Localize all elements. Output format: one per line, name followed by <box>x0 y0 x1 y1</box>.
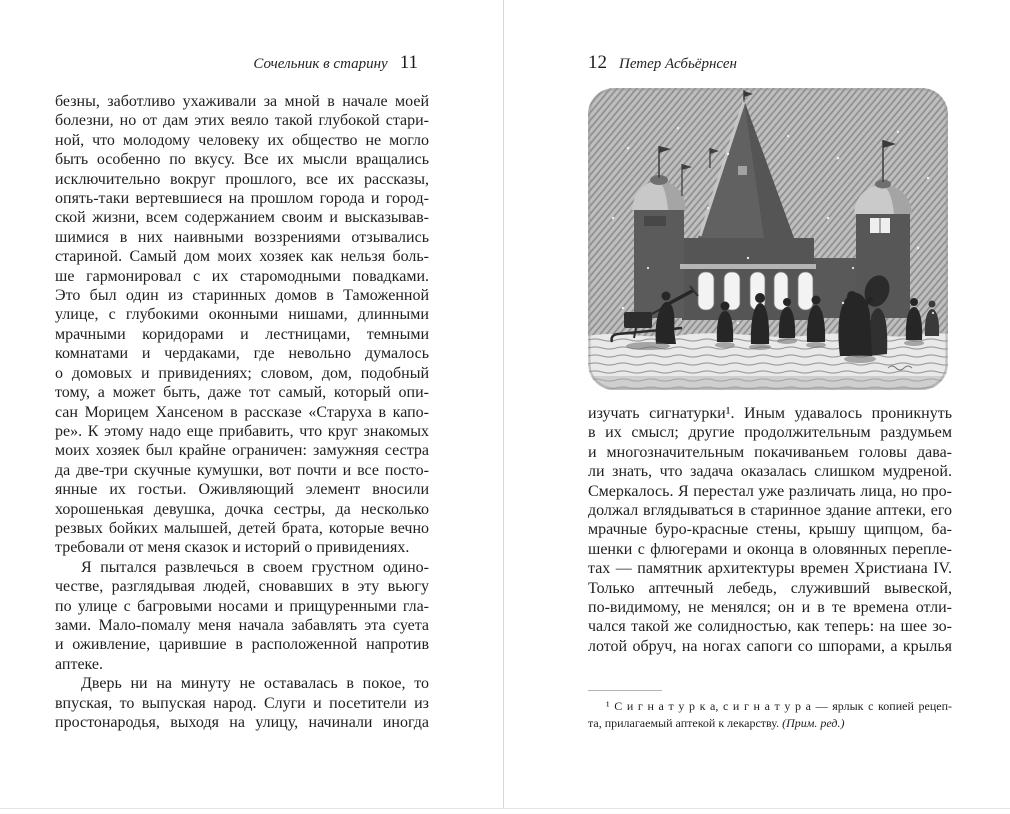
text-line: мрачными коридорами и лестницами, темными <box>55 325 429 343</box>
page-bottom-edge <box>0 808 1010 809</box>
text-line: о домовых и привидениях; словом, дом, подобный <box>55 364 429 382</box>
text-line: шимися в них наивными воззрениями отзывались <box>55 228 429 246</box>
text-line: моих хозяек был крайне ограничен: замужняя сестра <box>55 442 429 460</box>
page-number-right: 12 <box>588 52 607 73</box>
page-body-text-left <box>55 92 429 732</box>
footnote-line-2 <box>588 715 952 732</box>
text-line: изучать сигнатурки¹. Иным удавалось проникнуть <box>588 405 952 422</box>
page-number-left: 11 <box>399 52 418 73</box>
running-head-right <box>588 52 737 75</box>
text-line: зами. Мало-помалу меня начала забавлять эта суета <box>55 616 429 634</box>
text-line: быть особенно по вкусу. Все их мысли вращались <box>55 151 429 169</box>
text-line: янные их гостьи. Оживляющий элемент вносили <box>55 481 429 499</box>
text-line: и многозначительным покачиваньем головы дава- <box>588 443 952 461</box>
text-line: Это был один из старинных домов в Таможенной <box>55 287 429 305</box>
text-line: лотой обруч, на ногах сапоги со шпорами, а крылья <box>588 637 952 655</box>
text-line: требовали от меня сказок и историй о привидениях. <box>55 539 410 557</box>
text-line: чался такой же солидностью, как теперь: на шее зо- <box>588 618 952 636</box>
text-line: комнатами и чердаками, где невольно думалось <box>55 345 429 363</box>
text-line: Я пытался развлечься в своем грустном одино- <box>81 558 429 576</box>
text-line: должал вглядываться в старинное здание аптеки, его <box>588 502 952 520</box>
text-line: тому, а может быть, даже тот самый, который опи- <box>55 384 429 402</box>
page-body-text-right <box>588 404 952 656</box>
text-line: безны, заботливо ухаживали за мной в начале моей <box>55 93 429 110</box>
text-line: по улице с багровыми носами и прищуренными гла- <box>55 597 429 615</box>
text-line: ли знать, что задача оказалась слишком мудреной. <box>588 463 952 481</box>
text-line: шенки с флюгерами и оконца в оловянных перепле- <box>588 540 952 558</box>
text-line: Только аптечный лебедь, служивший вывеской, <box>588 579 952 597</box>
text-line: Смеркалось. Я перестал уже различать лица, но про- <box>588 482 952 500</box>
text-line: Дверь ни на минуту не оставалась в покое, то <box>81 675 429 693</box>
text-line: резвых бойких малышей, детей брата, которые вечно <box>55 519 429 537</box>
text-line: сан Морицем Хансеном в рассказе «Старуха в капо- <box>55 403 429 421</box>
text-line: в их смысл; другие продолжительным раздумьем <box>588 424 952 442</box>
text-line: впуская, то выпуская народ. Слуги и посетители из <box>55 694 429 712</box>
footnote-line-2-text: та, прилагаемый аптекой к лекарству. <box>588 715 783 730</box>
text-line: ной, что молодому человеку их общество не могло <box>55 131 429 149</box>
footnote-line-1: ¹ С и г н а т у р к а, с и г н а т у р а — ярлык с копией рецеп- <box>606 699 952 713</box>
text-line: исключительно вокруг прошлого, все их рассказы, <box>55 170 429 188</box>
text-line: хорошенькая девушка, дочка сестры, да несколько <box>55 500 429 518</box>
text-line: аптеке. <box>55 655 104 673</box>
running-head-left <box>55 52 418 75</box>
text-line: ше гармонировал с их старомодными повадками. <box>55 267 429 285</box>
text-line: ской жизни, всем содержанием своим и высказывав- <box>55 209 429 227</box>
text-line: болезни, но от дам этих веяло такой глубокой стари- <box>55 112 429 130</box>
text-line: опять-таки вертевшиеся на прошлом города и город- <box>55 190 429 208</box>
text-line: простонародья, выходя на улицу, начинали иногда <box>55 714 429 731</box>
text-line: по-видимому, не менялся; он и в те времена отли- <box>588 599 952 617</box>
footnote-editor-note: (Прим. ред.) <box>782 715 845 730</box>
text-line: и оживление, царившие в расположенной напротив <box>55 636 429 654</box>
text-line: улице, с глубокими оконными нишами, длинными <box>55 306 429 324</box>
text-line: ре». К этому надо еще прибавить, что круг знакомых <box>55 422 429 440</box>
text-line: честве, разглядывая людей, сновавших в эту вьюгу <box>55 578 429 596</box>
text-line: да две-три скучные кумушки, вот почти и все посто- <box>55 461 429 479</box>
page-spine-divider <box>503 0 504 808</box>
running-title-right: Петер Асбьёрнсен <box>619 56 737 72</box>
text-line: тах — памятник архитектуры времен Христиана IV. <box>588 560 952 578</box>
winter-apothecary-illustration <box>588 88 948 390</box>
footnote-separator <box>588 690 662 691</box>
text-line: стариной. Самый дом моих хозяек как нельзя боль- <box>55 248 429 266</box>
text-line: мрачные буро-красные стены, крышу щипцом, ба- <box>588 521 952 539</box>
footnote <box>588 690 952 731</box>
running-title-left: Сочельник в старину <box>253 56 388 72</box>
